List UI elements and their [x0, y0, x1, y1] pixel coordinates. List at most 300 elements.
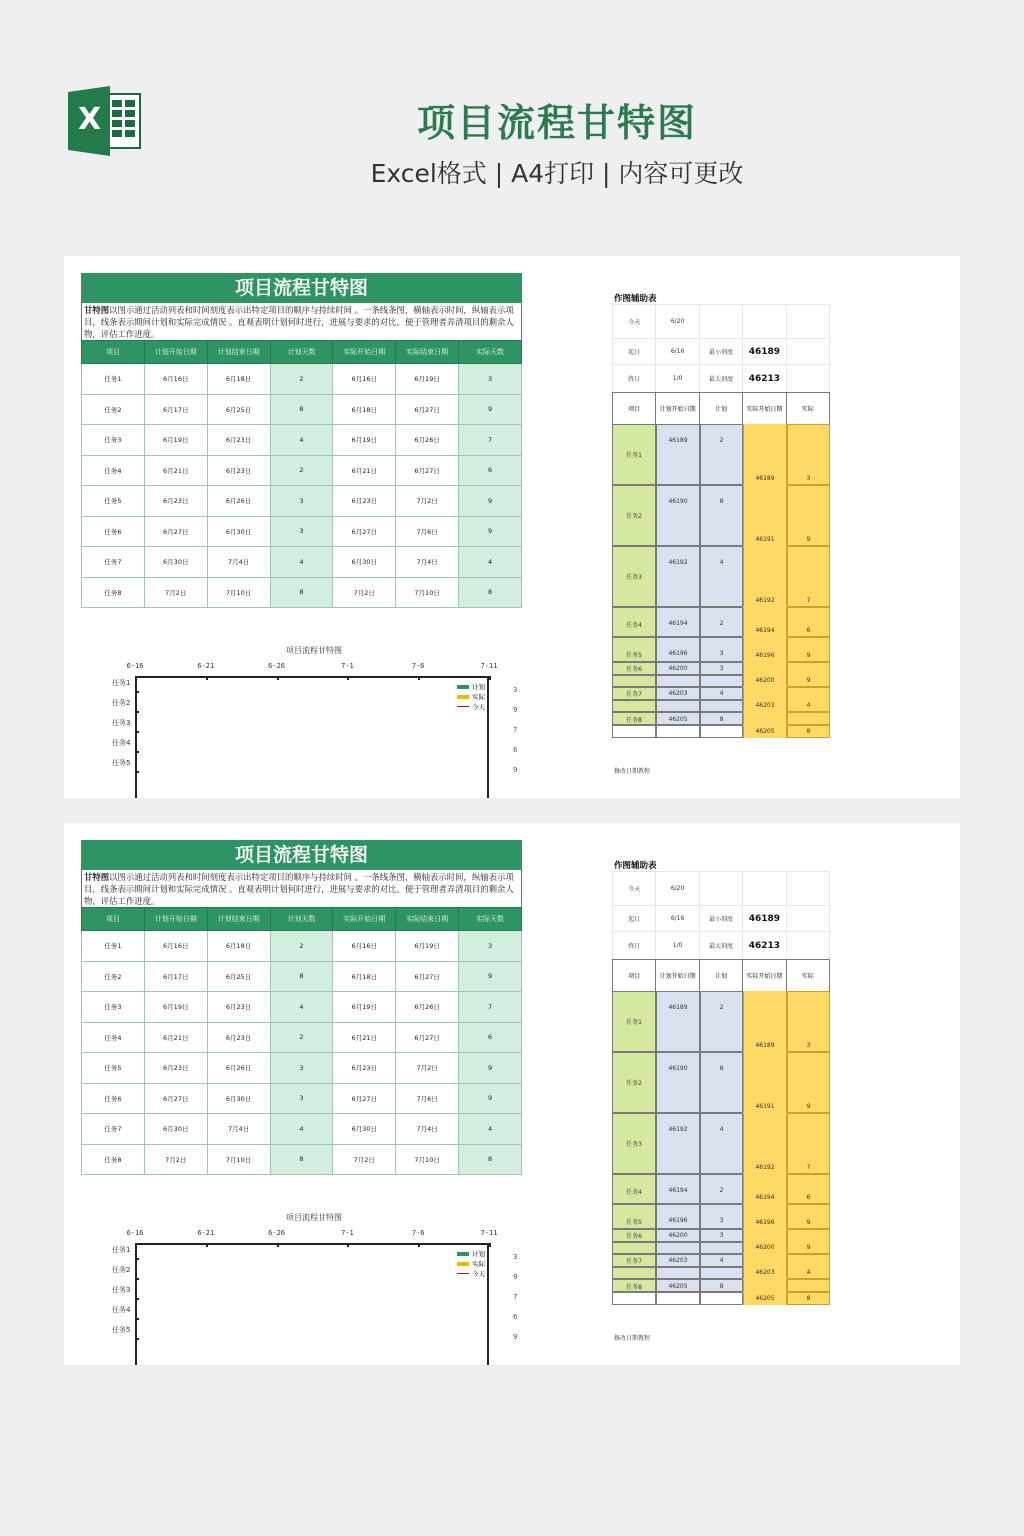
chart-side-number: 7 [513, 1293, 518, 1301]
table-cell[interactable]: 7月10日 [396, 577, 459, 608]
aux-header [612, 392, 830, 425]
aux-cell[interactable]: 9 [787, 485, 830, 546]
table-cell[interactable]: 6月16日 [144, 364, 207, 395]
table-cell[interactable]: 6月21日 [144, 1022, 207, 1053]
aux-cell[interactable]: 4 [787, 1254, 830, 1279]
aux-cell[interactable]: 9 [787, 662, 830, 687]
table-cell[interactable]: 3 [270, 1053, 333, 1084]
table-cell[interactable]: 7月2日 [144, 1144, 207, 1175]
table-cell[interactable]: 8 [270, 394, 333, 425]
aux-cell[interactable]: 46200 [656, 662, 700, 675]
table-cell[interactable]: 任务7 [82, 547, 145, 578]
table-cell[interactable]: 6月23日 [207, 455, 270, 486]
aux-cell[interactable] [787, 1279, 830, 1292]
aux-cell[interactable]: 46189 [743, 991, 787, 1052]
table-cell[interactable]: 6月30日 [333, 547, 396, 578]
table-cell[interactable]: 6月17日 [144, 961, 207, 992]
aux-cell[interactable]: 46192 [743, 546, 787, 607]
aux-cell[interactable]: 任务2 [612, 485, 656, 546]
aux-cell[interactable] [743, 712, 787, 725]
table-cell[interactable]: 8 [270, 1144, 333, 1175]
table-cell[interactable]: 6月21日 [333, 455, 396, 486]
table-cell[interactable]: 6月27日 [396, 1022, 459, 1053]
table-cell[interactable]: 6月21日 [333, 1022, 396, 1053]
aux-cell[interactable] [612, 725, 656, 738]
aux-cell[interactable] [700, 700, 743, 713]
table-cell[interactable]: 2 [270, 931, 333, 962]
aux-cell[interactable]: 4 [700, 1113, 743, 1174]
column-header[interactable]: 实际开始日期 [333, 341, 396, 364]
aux-cell[interactable]: 任务6 [612, 1229, 656, 1242]
aux-cell[interactable] [612, 675, 656, 688]
table-cell[interactable]: 任务7 [82, 1114, 145, 1145]
aux-plan-row [612, 991, 743, 1052]
desc-text: 以图示通过活动列表和时间刻度表示出特定项目的顺序与持续时间 。一条线条图，横轴表示时间，纵轴表示项目，线条表示期间计划和实际完成情况 。直观表明计划何时进行，进展与要求的对比。便于管理者弄清项目的剩余人物，评估工作进度。 [84, 872, 514, 906]
aux-plan-row [612, 485, 743, 546]
aux-cell[interactable]: 8 [700, 485, 743, 546]
table-cell[interactable]: 2 [270, 364, 333, 395]
table-cell[interactable]: 任务8 [82, 577, 145, 608]
table-cell[interactable]: 4 [459, 1114, 522, 1145]
table-cell[interactable]: 任务2 [82, 394, 145, 425]
aux-cell[interactable]: 4 [700, 546, 743, 607]
aux-cell[interactable]: 2 [700, 607, 743, 637]
edit-date-tutorial-link[interactable]: 修改日期教程 [614, 768, 651, 775]
aux-cell[interactable]: 2 [700, 424, 743, 485]
table-cell[interactable]: 6月16日 [144, 931, 207, 962]
chart-side-number: 9 [513, 1333, 518, 1341]
table-cell[interactable]: 6月16日 [333, 364, 396, 395]
column-header[interactable]: 实际天数 [459, 341, 522, 364]
aux-title: 作图辅助表 [614, 294, 657, 304]
table-cell[interactable]: 7月4日 [396, 1114, 459, 1145]
table-cell[interactable]: 7 [459, 425, 522, 456]
aux-cell[interactable]: 46190 [656, 1052, 700, 1113]
table-cell[interactable]: 6 [459, 455, 522, 486]
table-cell[interactable]: 3 [459, 364, 522, 395]
aux-cell[interactable]: 4 [787, 687, 830, 712]
column-header[interactable]: 计划结束日期 [207, 908, 270, 931]
table-cell[interactable]: 6月18日 [207, 364, 270, 395]
aux-cell[interactable] [700, 1242, 743, 1255]
table-row [82, 992, 522, 1023]
aux-cell[interactable]: 8 [700, 712, 743, 725]
table-cell[interactable]: 6 [459, 1022, 522, 1053]
aux-cell[interactable]: 46192 [743, 1113, 787, 1174]
table-cell[interactable]: 3 [270, 1083, 333, 1114]
table-cell[interactable]: 6月27日 [333, 516, 396, 547]
table-cell[interactable]: 任务1 [82, 364, 145, 395]
aux-cell[interactable]: 46190 [656, 485, 700, 546]
table-cell[interactable]: 8 [270, 577, 333, 608]
aux-cell[interactable]: 6 [787, 607, 830, 637]
today-value[interactable]: 6/20 [656, 872, 699, 906]
table-cell[interactable]: 6月26日 [396, 992, 459, 1023]
aux-cell[interactable]: 4 [700, 1254, 743, 1267]
aux-cell[interactable]: 46191 [743, 485, 787, 546]
end-value[interactable]: 1/0 [656, 932, 699, 960]
aux-cell[interactable]: 任务5 [612, 637, 656, 662]
table-cell[interactable]: 6月23日 [333, 1053, 396, 1084]
legend-actual-swatch [457, 1262, 469, 1266]
aux-cell[interactable]: 46203 [743, 1254, 787, 1279]
table-cell[interactable]: 任务8 [82, 1144, 145, 1175]
table-cell[interactable]: 6月23日 [207, 992, 270, 1023]
today-value[interactable]: 6/20 [656, 305, 699, 339]
aux-cell[interactable]: 任务5 [612, 1204, 656, 1229]
table-cell[interactable]: 9 [459, 1053, 522, 1084]
table-cell[interactable]: 8 [270, 961, 333, 992]
table-row [82, 364, 522, 395]
table-cell[interactable]: 4 [270, 425, 333, 456]
table-cell[interactable]: 9 [459, 961, 522, 992]
column-header[interactable]: 计划开始日期 [144, 341, 207, 364]
table-cell[interactable]: 7月2日 [396, 1053, 459, 1084]
end-value[interactable]: 1/0 [656, 365, 699, 393]
table-cell[interactable]: 7月4日 [207, 547, 270, 578]
aux-cell[interactable]: 9 [787, 1052, 830, 1113]
table-cell[interactable]: 任务1 [82, 931, 145, 962]
table-cell[interactable]: 9 [459, 394, 522, 425]
aux-column-header: 计划开始日期 [656, 393, 699, 425]
chart-x-tick-label: 7-11 [480, 1229, 498, 1237]
aux-cell[interactable]: 46194 [656, 607, 700, 637]
aux-cell[interactable]: 3 [700, 1204, 743, 1229]
table-row [82, 577, 522, 608]
table-cell[interactable]: 任务4 [82, 1022, 145, 1053]
table-cell[interactable]: 6月23日 [207, 425, 270, 456]
aux-plan-row [612, 1174, 743, 1204]
table-cell[interactable]: 6月30日 [144, 547, 207, 578]
table-cell[interactable]: 7月2日 [333, 1144, 396, 1175]
aux-cell[interactable]: 46200 [656, 1229, 700, 1242]
table-cell[interactable]: 6月25日 [207, 961, 270, 992]
aux-plan-row [612, 1279, 743, 1292]
aux-cell[interactable] [700, 675, 743, 688]
table-cell[interactable]: 4 [270, 1114, 333, 1145]
legend-today [457, 1269, 485, 1278]
table-cell[interactable]: 7月4日 [207, 1114, 270, 1145]
table-cell[interactable]: 6月27日 [396, 961, 459, 992]
legend-actual [457, 1259, 485, 1268]
legend-plan-label: 计划 [472, 683, 485, 691]
aux-cell[interactable]: 任务8 [612, 712, 656, 725]
aux-cell[interactable]: 46194 [743, 607, 787, 637]
table-cell[interactable]: 6月23日 [207, 1022, 270, 1053]
aux-cell[interactable]: 46205 [743, 725, 787, 738]
table-cell[interactable]: 2 [270, 455, 333, 486]
aux-plan-columns [612, 991, 743, 1305]
aux-cell[interactable]: 8 [787, 1292, 830, 1305]
legend-today [457, 702, 485, 711]
aux-cell[interactable]: 任务1 [612, 991, 656, 1052]
table-cell[interactable]: 6月18日 [333, 961, 396, 992]
table-cell[interactable]: 6月17日 [144, 394, 207, 425]
table-cell[interactable]: 6月26日 [207, 486, 270, 517]
chart-y-tick-label: 任务5 [112, 759, 131, 767]
desc-bold: 甘特图 [84, 872, 110, 882]
aux-cell[interactable]: 9 [787, 1204, 830, 1229]
column-header[interactable]: 实际天数 [459, 908, 522, 931]
sheet-preview [64, 256, 960, 798]
aux-cell[interactable]: 7 [787, 546, 830, 607]
column-header[interactable]: 计划结束日期 [207, 341, 270, 364]
table-cell[interactable]: 任务5 [82, 1053, 145, 1084]
aux-cell[interactable] [612, 700, 656, 713]
chart-y-tick-label: 任务3 [112, 1286, 131, 1294]
table-cell[interactable]: 4 [270, 992, 333, 1023]
table-cell[interactable]: 6月27日 [333, 1083, 396, 1114]
aux-actual-columns [743, 424, 830, 738]
max-value: 46213 [743, 365, 786, 393]
aux-cell[interactable]: 7 [787, 1113, 830, 1174]
aux-column-header: 计划开始日期 [656, 960, 699, 992]
table-cell[interactable]: 6月25日 [207, 394, 270, 425]
aux-cell[interactable]: 46196 [656, 1204, 700, 1229]
column-header[interactable]: 项目 [82, 908, 145, 931]
table-cell[interactable]: 7月10日 [207, 577, 270, 608]
aux-cell[interactable] [656, 1242, 700, 1255]
table-cell[interactable]: 6月19日 [144, 425, 207, 456]
table-cell[interactable]: 9 [459, 516, 522, 547]
table-cell[interactable]: 6月19日 [396, 364, 459, 395]
table-cell[interactable]: 6月23日 [333, 486, 396, 517]
table-row [82, 1144, 522, 1175]
legend-actual-label: 实际 [472, 1260, 485, 1268]
aux-actual-row [743, 1254, 830, 1279]
aux-actual-row [743, 1229, 830, 1254]
aux-plan-row [612, 1254, 743, 1267]
table-cell[interactable]: 6月27日 [396, 455, 459, 486]
legend-plan-label: 计划 [472, 1250, 485, 1258]
aux-cell[interactable]: 9 [787, 1229, 830, 1254]
aux-cell[interactable]: 2 [700, 1174, 743, 1204]
aux-cell[interactable] [612, 1242, 656, 1255]
chart-x-tick-label: 7-1 [341, 1229, 354, 1237]
chart-title: 项目流程甘特图 [286, 1213, 342, 1222]
aux-cell[interactable] [743, 1279, 787, 1292]
aux-cell[interactable]: 任务6 [612, 662, 656, 675]
aux-cell[interactable]: 46200 [743, 1229, 787, 1254]
table-cell[interactable]: 7月6日 [396, 516, 459, 547]
aux-cell[interactable]: 任务8 [612, 1279, 656, 1292]
aux-cell[interactable]: 2 [700, 991, 743, 1052]
aux-plan-row [612, 546, 743, 607]
column-header[interactable]: 计划天数 [270, 908, 333, 931]
table-cell[interactable]: 3 [270, 486, 333, 517]
aux-cell[interactable]: 3 [700, 1229, 743, 1242]
aux-cell[interactable] [700, 725, 743, 738]
table-cell[interactable]: 4 [270, 547, 333, 578]
chart-side-number: 7 [513, 726, 518, 734]
table-cell[interactable]: 8 [459, 1144, 522, 1175]
max-label: 最大刻度 [699, 365, 742, 393]
table-cell[interactable]: 6月27日 [396, 394, 459, 425]
aux-cell[interactable]: 任务3 [612, 1113, 656, 1174]
aux-column-header: 项目 [613, 393, 656, 425]
desc-text: 以图示通过活动列表和时间刻度表示出特定项目的顺序与持续时间 。一条线条图，横轴表示时间，纵轴表示项目，线条表示期间计划和实际完成情况 。直观表明计划何时进行，进展与要求的对比。便于管理者弄清项目的剩余人物，评估工作进度。 [84, 305, 514, 339]
aux-cell[interactable]: 46205 [656, 712, 700, 725]
aux-cell[interactable]: 3 [700, 662, 743, 675]
table-cell[interactable]: 7月10日 [396, 1144, 459, 1175]
table-cell[interactable]: 任务2 [82, 961, 145, 992]
aux-cell[interactable]: 任务7 [612, 687, 656, 700]
aux-cell[interactable]: 46196 [656, 637, 700, 662]
table-cell[interactable]: 任务6 [82, 1083, 145, 1114]
table-cell[interactable]: 6月18日 [333, 394, 396, 425]
aux-cell[interactable]: 46200 [743, 662, 787, 687]
chart-side-number: 3 [513, 1253, 518, 1261]
aux-cell[interactable]: 任务4 [612, 607, 656, 637]
aux-cell[interactable]: 3 [700, 637, 743, 662]
aux-cell[interactable]: 任务1 [612, 424, 656, 485]
table-cell[interactable]: 6月19日 [333, 992, 396, 1023]
aux-cell[interactable]: 46205 [743, 1292, 787, 1305]
aux-cell[interactable]: 8 [700, 1279, 743, 1292]
legend-actual-label: 实际 [472, 693, 485, 701]
table-cell[interactable]: 6月23日 [144, 1053, 207, 1084]
aux-cell[interactable]: 6 [787, 1174, 830, 1204]
aux-cell[interactable] [656, 1292, 700, 1305]
table-cell[interactable]: 4 [459, 547, 522, 578]
aux-actual-row [743, 1204, 830, 1229]
aux-cell[interactable] [700, 1292, 743, 1305]
aux-plan-row [612, 1052, 743, 1113]
table-cell[interactable]: 任务5 [82, 486, 145, 517]
aux-cell[interactable]: 4 [700, 687, 743, 700]
table-cell[interactable]: 3 [459, 931, 522, 962]
aux-cell[interactable]: 46203 [656, 1254, 700, 1267]
table-cell[interactable]: 任务6 [82, 516, 145, 547]
aux-cell[interactable]: 任务3 [612, 546, 656, 607]
aux-cell[interactable]: 46192 [656, 1113, 700, 1174]
table-row [82, 486, 522, 517]
aux-cell[interactable]: 46189 [743, 424, 787, 485]
aux-cell[interactable]: 8 [787, 725, 830, 738]
aux-cell[interactable]: 46205 [656, 1279, 700, 1292]
aux-cell[interactable] [700, 1267, 743, 1280]
aux-cell[interactable] [656, 675, 700, 688]
column-header[interactable]: 实际结束日期 [396, 908, 459, 931]
aux-cell[interactable]: 3 [787, 991, 830, 1052]
table-cell[interactable]: 任务3 [82, 992, 145, 1023]
table-cell[interactable]: 6月27日 [144, 516, 207, 547]
table-cell[interactable]: 3 [270, 516, 333, 547]
aux-cell[interactable]: 46203 [743, 687, 787, 712]
table-cell[interactable]: 6月18日 [207, 931, 270, 962]
table-cell[interactable]: 6月19日 [333, 425, 396, 456]
table-cell[interactable]: 7月2日 [333, 577, 396, 608]
aux-cell[interactable] [612, 1292, 656, 1305]
table-cell[interactable]: 2 [270, 1022, 333, 1053]
aux-cell[interactable]: 任务2 [612, 1052, 656, 1113]
table-cell[interactable]: 7月10日 [207, 1144, 270, 1175]
table-cell[interactable]: 7月4日 [396, 547, 459, 578]
aux-cell[interactable] [656, 725, 700, 738]
table-cell[interactable]: 9 [459, 486, 522, 517]
table-cell[interactable]: 6月16日 [333, 931, 396, 962]
aux-cell[interactable]: 46189 [656, 424, 700, 485]
aux-plan-row [612, 662, 743, 675]
aux-cell[interactable] [612, 1267, 656, 1280]
table-cell[interactable]: 7月2日 [396, 486, 459, 517]
chart-y-tick-label: 任务1 [112, 679, 131, 687]
aux-plan-row [612, 1113, 743, 1174]
column-header[interactable]: 实际结束日期 [396, 341, 459, 364]
table-cell[interactable]: 8 [459, 577, 522, 608]
table-cell[interactable]: 任务4 [82, 455, 145, 486]
column-header[interactable]: 实际开始日期 [333, 908, 396, 931]
table-cell[interactable]: 6月26日 [207, 1053, 270, 1084]
table-cell[interactable]: 7月2日 [144, 577, 207, 608]
table-cell[interactable]: 6月30日 [144, 1114, 207, 1145]
aux-cell[interactable]: 46196 [743, 1204, 787, 1229]
table-cell[interactable]: 任务3 [82, 425, 145, 456]
table-cell[interactable]: 6月21日 [144, 455, 207, 486]
start-value[interactable]: 6/16 [656, 906, 699, 932]
chart-side-number: 9 [513, 1273, 518, 1281]
aux-column-header: 实际开始日期 [743, 960, 786, 992]
aux-actual-row [743, 1052, 830, 1113]
aux-cell[interactable]: 46192 [656, 546, 700, 607]
table-cell[interactable]: 6月26日 [396, 425, 459, 456]
table-cell[interactable]: 7 [459, 992, 522, 1023]
table-cell[interactable]: 7月6日 [396, 1083, 459, 1114]
aux-cell[interactable]: 46191 [743, 1052, 787, 1113]
aux-cell[interactable]: 46203 [656, 687, 700, 700]
legend-plan [457, 682, 485, 691]
aux-cell[interactable] [656, 1267, 700, 1280]
chart-y-tick-label: 任务4 [112, 1306, 131, 1314]
table-cell[interactable]: 9 [459, 1083, 522, 1114]
aux-cell[interactable]: 46194 [743, 1174, 787, 1204]
aux-cell[interactable]: 8 [700, 1052, 743, 1113]
column-header[interactable]: 项目 [82, 341, 145, 364]
column-header[interactable]: 计划开始日期 [144, 908, 207, 931]
aux-actual-row [743, 991, 830, 1052]
aux-plan-row [612, 675, 743, 688]
start-value[interactable]: 6/16 [656, 339, 699, 365]
aux-actual-row [743, 1292, 830, 1305]
aux-cell[interactable]: 46194 [656, 1174, 700, 1204]
aux-column-header: 实际 [786, 960, 829, 992]
table-cell[interactable]: 6月23日 [144, 486, 207, 517]
table-cell[interactable]: 6月19日 [144, 992, 207, 1023]
aux-cell[interactable]: 9 [787, 637, 830, 662]
table-cell[interactable]: 6月30日 [207, 516, 270, 547]
aux-cell[interactable] [787, 712, 830, 725]
aux-cell[interactable]: 46196 [743, 637, 787, 662]
aux-actual-row [743, 1279, 830, 1292]
today-label: 今天 [613, 872, 656, 906]
aux-cell[interactable]: 46189 [656, 991, 700, 1052]
table-cell[interactable]: 6月27日 [144, 1083, 207, 1114]
aux-actual-row [743, 1113, 830, 1174]
legend-today-label: 今天 [472, 1270, 485, 1278]
edit-date-tutorial-link[interactable]: 修改日期教程 [614, 1335, 651, 1342]
table-cell[interactable]: 6月19日 [396, 931, 459, 962]
legend-today-line-icon [457, 1273, 469, 1274]
table-cell[interactable]: 6月30日 [207, 1083, 270, 1114]
table-cell[interactable]: 6月30日 [333, 1114, 396, 1145]
chart-y-tick-label: 任务5 [112, 1326, 131, 1334]
aux-cell[interactable] [656, 700, 700, 713]
max-value: 46213 [743, 932, 786, 960]
aux-cell[interactable]: 任务7 [612, 1254, 656, 1267]
column-header[interactable]: 计划天数 [270, 341, 333, 364]
aux-cell[interactable]: 3 [787, 424, 830, 485]
aux-cell[interactable]: 任务4 [612, 1174, 656, 1204]
